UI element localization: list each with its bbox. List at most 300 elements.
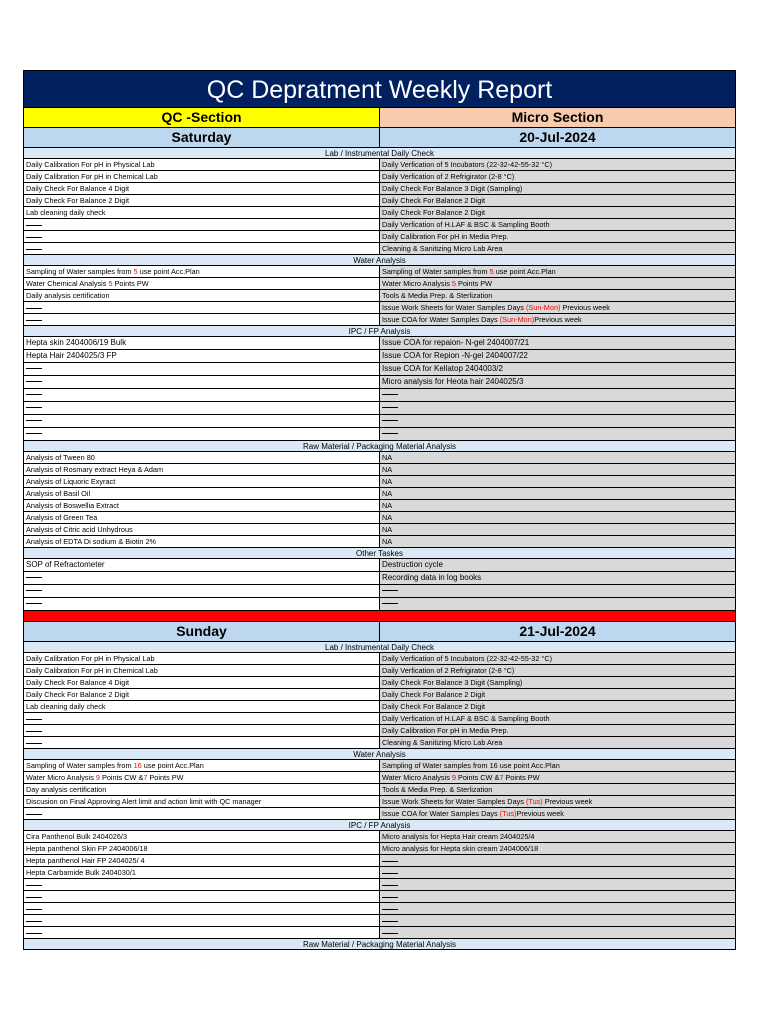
task-row bbox=[23, 796, 736, 808]
task-row bbox=[23, 784, 736, 796]
task-row bbox=[23, 183, 736, 195]
qc-task bbox=[24, 585, 380, 597]
cell-text: Daily Calibration For pH in Physical Lab bbox=[26, 160, 155, 169]
task-row bbox=[23, 737, 736, 749]
task-row bbox=[23, 476, 736, 488]
empty-dash bbox=[26, 731, 42, 732]
qc-task bbox=[24, 219, 380, 230]
task-row bbox=[23, 243, 736, 255]
task-row bbox=[23, 266, 736, 278]
micro-task bbox=[380, 843, 735, 854]
micro-task bbox=[380, 337, 735, 349]
qc-task bbox=[24, 559, 380, 571]
micro-task bbox=[380, 689, 735, 700]
micro-task bbox=[380, 855, 735, 866]
report-title: QC Depratment Weekly Report bbox=[23, 70, 736, 108]
cell-text: Lab cleaning daily check bbox=[26, 702, 106, 711]
micro-task bbox=[380, 363, 735, 375]
qc-task bbox=[24, 428, 380, 440]
task-row bbox=[23, 665, 736, 677]
micro-task bbox=[380, 927, 735, 938]
micro-task bbox=[380, 428, 735, 440]
cell-text: Daily Verfication of 2 Refrigirator (2-8 °C) bbox=[382, 666, 515, 675]
qc-task bbox=[24, 183, 380, 194]
qc-task bbox=[24, 415, 380, 427]
empty-dash bbox=[26, 603, 42, 604]
day-date: 21-Jul-2024 bbox=[519, 623, 596, 639]
qc-task bbox=[24, 772, 380, 783]
day-header-row bbox=[23, 128, 736, 148]
micro-task bbox=[380, 402, 735, 414]
highlight-value: 5 bbox=[133, 267, 138, 276]
cell-text: NA bbox=[382, 537, 393, 546]
task-row bbox=[23, 891, 736, 903]
highlight-value: (Sun-Mon) bbox=[525, 303, 561, 312]
cell-text: Daily Check For Balance 3 Digit (Sampling) bbox=[382, 184, 523, 193]
cell-text: Daily Check For Balance 4 Digit bbox=[26, 184, 130, 193]
micro-task bbox=[380, 891, 735, 902]
cell-text: Daily Check For Balance 3 Digit (Sampling) bbox=[382, 678, 523, 687]
qc-task bbox=[24, 760, 380, 771]
qc-task bbox=[24, 796, 380, 807]
micro-task bbox=[380, 389, 735, 401]
task-row bbox=[23, 428, 736, 441]
empty-dash bbox=[26, 743, 42, 744]
cell-text: Discusion on Final Approving Alert limit and action limit with QC manager bbox=[26, 797, 262, 806]
empty-dash bbox=[26, 577, 42, 578]
cell-text: Cira Panthenol Bulk 2404026/3 bbox=[26, 832, 128, 841]
cell-text: Hepta Hair 2404025/3 FP bbox=[26, 351, 117, 360]
qc-task bbox=[24, 363, 380, 375]
cell-text: Lab cleaning daily check bbox=[26, 208, 106, 217]
day-date: 20-Jul-2024 bbox=[519, 129, 596, 145]
empty-dash bbox=[382, 933, 398, 934]
cell-text: Daily Calibration For pH in Physical Lab bbox=[26, 654, 155, 663]
category-title: IPC / FP Analysis bbox=[348, 327, 411, 336]
task-row bbox=[23, 159, 736, 171]
cell-text: Points PW bbox=[503, 773, 540, 782]
micro-task bbox=[380, 231, 735, 242]
task-row bbox=[23, 314, 736, 326]
cell-text: Sampling of Water samples from bbox=[26, 267, 134, 276]
cell-text: NA bbox=[382, 489, 393, 498]
cell-text: Points CW & bbox=[455, 773, 500, 782]
cell-text: Points PW bbox=[112, 279, 149, 288]
highlight-value: 9 bbox=[451, 773, 456, 782]
cell-text: Analysis of Citric acid Unhydrous bbox=[26, 525, 133, 534]
cell-text: Issue COA for Kellatop 2404003/2 bbox=[382, 364, 503, 373]
category-header bbox=[23, 939, 736, 950]
cell-text: Daily Calibration For pH in Chemical Lab bbox=[26, 666, 158, 675]
empty-dash bbox=[382, 897, 398, 898]
cell-text: Water Micro Analysis bbox=[382, 279, 452, 288]
cell-text: Daily Check For Balance 2 Digit bbox=[382, 208, 486, 217]
micro-task bbox=[380, 701, 735, 712]
qc-task bbox=[24, 855, 380, 866]
cell-text: Issue COA for Water Samples Days bbox=[382, 809, 500, 818]
task-row bbox=[23, 195, 736, 207]
cell-text: Sampling of Water samples from bbox=[26, 761, 134, 770]
qc-task bbox=[24, 701, 380, 712]
category-title: Raw Material / Packaging Material Analysis bbox=[303, 940, 456, 949]
cell-text: NA bbox=[382, 501, 393, 510]
task-row bbox=[23, 855, 736, 867]
task-row bbox=[23, 219, 736, 231]
cell-text: Previous week bbox=[516, 809, 564, 818]
cell-text: Micro analysis for Hepta Hair cream 2404025/4 bbox=[382, 832, 535, 841]
category-header bbox=[23, 749, 736, 760]
task-row bbox=[23, 524, 736, 536]
empty-dash bbox=[26, 885, 42, 886]
qc-task bbox=[24, 302, 380, 313]
task-row bbox=[23, 915, 736, 927]
empty-dash bbox=[382, 873, 398, 874]
micro-task bbox=[380, 512, 735, 523]
empty-dash bbox=[26, 368, 42, 369]
task-row bbox=[23, 713, 736, 725]
task-row bbox=[23, 488, 736, 500]
task-row bbox=[23, 808, 736, 820]
highlight-value: (Tus) bbox=[525, 797, 543, 806]
micro-task bbox=[380, 784, 735, 795]
cell-text: Tools & Media Prep. & Sterlization bbox=[382, 291, 493, 300]
cell-text: Issue Work Sheets for Water Samples Days bbox=[382, 303, 526, 312]
micro-task bbox=[380, 677, 735, 688]
empty-dash bbox=[382, 590, 398, 591]
category-header bbox=[23, 255, 736, 266]
cell-text: Hepta Carbamide Bulk 2404030/1 bbox=[26, 868, 136, 877]
micro-task bbox=[380, 524, 735, 535]
qc-task bbox=[24, 314, 380, 325]
task-row bbox=[23, 927, 736, 939]
qc-task bbox=[24, 713, 380, 724]
qc-task bbox=[24, 903, 380, 914]
empty-dash bbox=[26, 394, 42, 395]
micro-task bbox=[380, 183, 735, 194]
task-row bbox=[23, 207, 736, 219]
micro-task bbox=[380, 653, 735, 664]
cell-text: Sampling of Water samples from bbox=[382, 267, 490, 276]
cell-text: Water Micro Analysis bbox=[26, 773, 96, 782]
empty-dash bbox=[26, 381, 42, 382]
empty-dash bbox=[382, 433, 398, 434]
task-row bbox=[23, 585, 736, 598]
micro-task bbox=[380, 266, 735, 277]
cell-text: Water Micro Analysis bbox=[382, 773, 452, 782]
empty-dash bbox=[382, 861, 398, 862]
highlight-value: 16 bbox=[133, 761, 142, 770]
task-row bbox=[23, 536, 736, 548]
qc-task bbox=[24, 653, 380, 664]
micro-task bbox=[380, 598, 735, 610]
day-name: Saturday bbox=[24, 128, 380, 147]
cell-text: use point Acc.Plan bbox=[141, 761, 204, 770]
task-row bbox=[23, 512, 736, 524]
cell-text: Daily Verfication of 2 Refrigirator (2-8 °C) bbox=[382, 172, 515, 181]
task-row bbox=[23, 231, 736, 243]
qc-task bbox=[24, 512, 380, 523]
category-header bbox=[23, 441, 736, 452]
task-row bbox=[23, 302, 736, 314]
micro-task bbox=[380, 464, 735, 475]
micro-task bbox=[380, 585, 735, 597]
qc-task bbox=[24, 278, 380, 289]
qc-task bbox=[24, 350, 380, 362]
qc-task bbox=[24, 689, 380, 700]
empty-dash bbox=[26, 897, 42, 898]
task-row bbox=[23, 290, 736, 302]
qc-task bbox=[24, 891, 380, 902]
qc-task bbox=[24, 476, 380, 487]
qc-task bbox=[24, 677, 380, 688]
empty-dash bbox=[26, 225, 42, 226]
empty-dash bbox=[26, 719, 42, 720]
highlight-value: 9 bbox=[95, 773, 100, 782]
cell-text: Daily Verfication of H.LAF & BSC & Sampling Booth bbox=[382, 220, 550, 229]
micro-task bbox=[380, 219, 735, 230]
micro-task bbox=[380, 808, 735, 819]
task-row bbox=[23, 867, 736, 879]
task-row bbox=[23, 171, 736, 183]
cell-text: Issue Work Sheets for Water Samples Days bbox=[382, 797, 526, 806]
cell-text: Points PW bbox=[455, 279, 493, 288]
micro-task bbox=[380, 665, 735, 676]
cell-text: Day analysis certification bbox=[26, 785, 107, 794]
micro-task bbox=[380, 376, 735, 388]
micro-task bbox=[380, 572, 735, 584]
qc-task bbox=[24, 159, 380, 170]
cell-text: Analysis of Basil Oil bbox=[26, 489, 91, 498]
cell-text: NA bbox=[382, 453, 393, 462]
qc-task bbox=[24, 572, 380, 584]
task-row bbox=[23, 559, 736, 572]
task-row bbox=[23, 363, 736, 376]
cell-text: Destruction cycle bbox=[382, 560, 443, 569]
task-row bbox=[23, 689, 736, 701]
qc-task bbox=[24, 927, 380, 938]
task-row bbox=[23, 350, 736, 363]
cell-text: use point Acc.Plan bbox=[137, 267, 200, 276]
category-header bbox=[23, 642, 736, 653]
cell-text: NA bbox=[382, 513, 393, 522]
cell-text: Hepta panthenol Skin FP 2404006/18 bbox=[26, 844, 148, 853]
task-row bbox=[23, 677, 736, 689]
cell-text: Cleaning & Sanitizing Micro Lab Area bbox=[382, 244, 503, 253]
qc-task bbox=[24, 290, 380, 301]
micro-task bbox=[380, 879, 735, 890]
micro-task bbox=[380, 831, 735, 842]
empty-dash bbox=[26, 933, 42, 934]
cell-text: NA bbox=[382, 525, 393, 534]
task-row bbox=[23, 415, 736, 428]
weekly-report-sheet bbox=[23, 70, 736, 950]
cell-text: Analysis of Green Tea bbox=[26, 513, 98, 522]
cell-text: Daily Check For Balance 2 Digit bbox=[382, 702, 486, 711]
qc-task bbox=[24, 867, 380, 878]
category-header bbox=[23, 326, 736, 337]
micro-task bbox=[380, 536, 735, 547]
cell-text: Daily Verfication of 5 Incubators (22-32-42-55-32 °C) bbox=[382, 654, 553, 663]
category-title: Other Taskes bbox=[356, 549, 403, 558]
cell-text: Micro analysis for Heota hair 2404025/3 bbox=[382, 377, 524, 386]
qc-task bbox=[24, 500, 380, 511]
qc-section-label: QC -Section bbox=[24, 108, 380, 127]
task-row bbox=[23, 376, 736, 389]
qc-task bbox=[24, 879, 380, 890]
cell-text: Tools & Media Prep. & Sterlization bbox=[382, 785, 493, 794]
empty-dash bbox=[26, 308, 42, 309]
days-container bbox=[23, 128, 736, 950]
cell-text: SOP of Refractometer bbox=[26, 560, 105, 569]
cell-text: Points PW bbox=[147, 773, 184, 782]
qc-task bbox=[24, 266, 380, 277]
empty-dash bbox=[382, 921, 398, 922]
empty-dash bbox=[26, 909, 42, 910]
task-row bbox=[23, 452, 736, 464]
qc-task bbox=[24, 915, 380, 926]
qc-task bbox=[24, 402, 380, 414]
micro-task bbox=[380, 867, 735, 878]
cell-text: Previous week bbox=[534, 315, 582, 324]
cell-text: Issue COA for Water Samples Days bbox=[382, 315, 500, 324]
empty-dash bbox=[382, 603, 398, 604]
day-separator bbox=[23, 611, 736, 622]
task-row bbox=[23, 278, 736, 290]
micro-task bbox=[380, 737, 735, 748]
qc-task bbox=[24, 207, 380, 218]
task-row bbox=[23, 879, 736, 891]
category-title: Lab / Instrumental Daily Check bbox=[325, 149, 434, 158]
micro-task bbox=[380, 302, 735, 313]
highlight-value: 5 bbox=[108, 279, 113, 288]
cell-text: Points CW & bbox=[99, 773, 144, 782]
empty-dash bbox=[26, 420, 42, 421]
qc-task bbox=[24, 243, 380, 254]
empty-dash bbox=[382, 885, 398, 886]
micro-task bbox=[380, 559, 735, 571]
cell-text: NA bbox=[382, 477, 393, 486]
cell-text: Daily Verfication of 5 Incubators (22-32-42-55-32 °C) bbox=[382, 160, 553, 169]
category-title: Water Analysis bbox=[353, 750, 406, 759]
qc-task bbox=[24, 452, 380, 463]
cell-text: Daily Calibration For pH in Media Prep. bbox=[382, 726, 509, 735]
empty-dash bbox=[26, 237, 42, 238]
empty-dash bbox=[26, 407, 42, 408]
empty-dash bbox=[382, 909, 398, 910]
qc-task bbox=[24, 536, 380, 547]
empty-dash bbox=[382, 407, 398, 408]
cell-text: NA bbox=[382, 465, 393, 474]
category-title: Water Analysis bbox=[353, 256, 406, 265]
task-row bbox=[23, 701, 736, 713]
cell-text: Analysis of Rosmary extract Heya & Adam bbox=[26, 465, 164, 474]
cell-text: Daily Check For Balance 2 Digit bbox=[26, 196, 130, 205]
micro-task bbox=[380, 350, 735, 362]
qc-task bbox=[24, 598, 380, 610]
category-header bbox=[23, 820, 736, 831]
cell-text: Analysis of Tween 80 bbox=[26, 453, 95, 462]
section-header-row bbox=[23, 108, 736, 128]
cell-text: Sampling of Water samples from 16 use point Acc.Plan bbox=[382, 761, 560, 770]
cell-text: Daily Calibration For pH in Media Prep. bbox=[382, 232, 509, 241]
qc-task bbox=[24, 831, 380, 842]
micro-task bbox=[380, 207, 735, 218]
task-row bbox=[23, 402, 736, 415]
task-row bbox=[23, 500, 736, 512]
cell-text: Previous week bbox=[560, 303, 610, 312]
empty-dash bbox=[26, 249, 42, 250]
cell-text: Daily Calibration For pH in Chemical Lab bbox=[26, 172, 158, 181]
micro-task bbox=[380, 488, 735, 499]
highlight-value: (Sun-Mon) bbox=[499, 315, 535, 324]
micro-section-label: Micro Section bbox=[380, 108, 735, 127]
qc-task bbox=[24, 464, 380, 475]
cell-text: Cleaning & Sanitizing Micro Lab Area bbox=[382, 738, 503, 747]
task-row bbox=[23, 725, 736, 737]
cell-text: Issue COA for repaion- N-gel 2404007/21 bbox=[382, 338, 530, 347]
task-row bbox=[23, 572, 736, 585]
micro-task bbox=[380, 500, 735, 511]
category-header bbox=[23, 548, 736, 559]
cell-text: Daily analysis certification bbox=[26, 291, 110, 300]
cell-text: Hepta skin 2404006/19 Bulk bbox=[26, 338, 127, 347]
cell-text: Hepta panthenol Hair FP 2404025/ 4 bbox=[26, 856, 145, 865]
micro-task bbox=[380, 243, 735, 254]
micro-task bbox=[380, 415, 735, 427]
highlight-value: 7 bbox=[143, 773, 148, 782]
task-row bbox=[23, 653, 736, 665]
micro-task bbox=[380, 159, 735, 170]
micro-task bbox=[380, 278, 735, 289]
micro-task bbox=[380, 171, 735, 182]
qc-task bbox=[24, 389, 380, 401]
cell-text: Micro analysis for Hepta skin cream 2404006/18 bbox=[382, 844, 539, 853]
empty-dash bbox=[26, 814, 42, 815]
empty-dash bbox=[382, 420, 398, 421]
cell-text: Analysis of Liquoric Exyract bbox=[26, 477, 116, 486]
cell-text: Daily Check For Balance 2 Digit bbox=[382, 690, 486, 699]
cell-text: Daily Verfication of H.LAF & BSC & Sampling Booth bbox=[382, 714, 550, 723]
category-title: Lab / Instrumental Daily Check bbox=[325, 643, 434, 652]
day-header-row bbox=[23, 622, 736, 642]
category-title: IPC / FP Analysis bbox=[348, 821, 411, 830]
micro-task bbox=[380, 713, 735, 724]
qc-task bbox=[24, 376, 380, 388]
cell-text: Daily Check For Balance 4 Digit bbox=[26, 678, 130, 687]
task-row bbox=[23, 464, 736, 476]
cell-text: Issue COA for Repion -N-gel 2404007/22 bbox=[382, 351, 528, 360]
micro-task bbox=[380, 195, 735, 206]
micro-task bbox=[380, 915, 735, 926]
micro-task bbox=[380, 796, 735, 807]
task-row bbox=[23, 843, 736, 855]
micro-task bbox=[380, 725, 735, 736]
empty-dash bbox=[26, 590, 42, 591]
cell-text: use point Acc.Plan bbox=[493, 267, 556, 276]
qc-task bbox=[24, 808, 380, 819]
micro-task bbox=[380, 290, 735, 301]
micro-task bbox=[380, 772, 735, 783]
qc-task bbox=[24, 195, 380, 206]
empty-dash bbox=[382, 394, 398, 395]
micro-task bbox=[380, 903, 735, 914]
task-row bbox=[23, 831, 736, 843]
task-row bbox=[23, 389, 736, 402]
micro-task bbox=[380, 452, 735, 463]
qc-task bbox=[24, 737, 380, 748]
cell-text: Analysis of Boswellia Extract bbox=[26, 501, 119, 510]
task-row bbox=[23, 903, 736, 915]
